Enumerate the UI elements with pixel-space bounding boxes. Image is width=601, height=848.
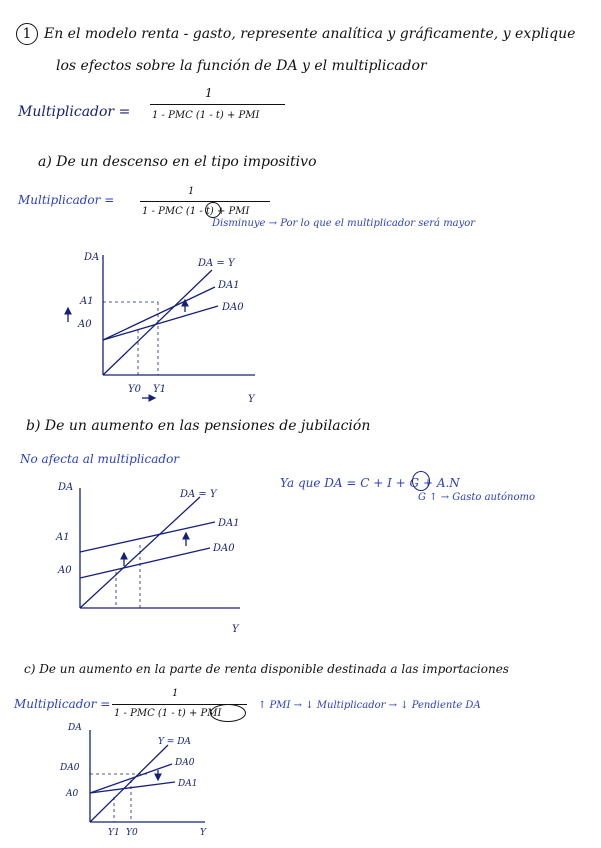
question-line-1: En el modelo renta - gasto, represente analítica y gráficamente, y explique xyxy=(44,26,576,42)
graph-a-label-da0: DA0 xyxy=(222,302,244,313)
graph-b-label-da0: DA0 xyxy=(213,543,235,554)
graph-a-tick-y0: Y0 xyxy=(128,384,141,395)
graph-c-tick-y1: Y1 xyxy=(108,828,120,838)
graph-b-y-label: DA xyxy=(58,482,74,493)
section-c-multiplier-label: Multiplicador = xyxy=(14,697,111,711)
multiplier-denominator: 1 - PMC (1 - t) + PMI xyxy=(152,110,260,121)
section-b-note: No afecta al multiplicador xyxy=(20,452,180,466)
section-a-numerator: 1 xyxy=(188,186,195,197)
graph-a xyxy=(68,255,255,398)
graph-a-line-da1 xyxy=(103,287,215,340)
section-a-denominator: 1 - PMC (1 - t) + PMI xyxy=(142,206,250,217)
graph-a-tick-a1: A1 xyxy=(80,296,94,307)
section-a-circle-mark xyxy=(205,202,221,218)
question-number: 1 xyxy=(22,26,32,42)
section-a-heading: a) De un descenso en el tipo impositivo xyxy=(38,154,317,170)
graph-c-line-45 xyxy=(90,745,168,822)
graph-a-label-da1: DA1 xyxy=(218,280,240,291)
graph-b-line-da0 xyxy=(80,548,210,578)
question-line-2: los efectos sobre la función de DA y el multiplicador xyxy=(56,58,427,74)
section-c-numerator: 1 xyxy=(172,688,179,699)
graph-a-line-45 xyxy=(103,270,212,375)
section-b-circle-mark xyxy=(412,471,430,491)
graph-c-line-da1 xyxy=(90,782,175,793)
graph-c-label-45: Y = DA xyxy=(158,737,191,747)
multiplier-numerator: 1 xyxy=(205,86,213,100)
multiplier-label: Multiplicador = xyxy=(18,104,131,120)
graph-a-x-label: Y xyxy=(248,394,255,405)
section-b-reason-2: G ↑ → Gasto autónomo xyxy=(418,492,535,503)
graph-c-tick-da0: DA0 xyxy=(60,763,80,773)
section-a-note: Disminuye → Por lo que el multiplicador será mayor xyxy=(212,218,476,229)
graph-c-tick-a0: A0 xyxy=(66,789,79,799)
graph-a-label-45: DA = Y xyxy=(198,258,235,269)
graph-c-label-da1: DA1 xyxy=(178,779,198,789)
graph-a-tick-y1: Y1 xyxy=(153,384,166,395)
graph-a-line-da0 xyxy=(103,306,218,340)
section-b-reason: Ya que DA = C + I + G + A.N xyxy=(280,476,460,490)
graph-b-label-da1: DA1 xyxy=(218,518,240,529)
graph-b-label-45: DA = Y xyxy=(180,489,217,500)
graph-b-tick-a0: A0 xyxy=(58,565,72,576)
graph-b-x-label: Y xyxy=(232,624,239,635)
graph-c-x-label: Y xyxy=(200,828,206,838)
graph-c-y-label: DA xyxy=(68,723,82,733)
graph-c-tick-y0: Y0 xyxy=(126,828,138,838)
section-b-heading: b) De un aumento en las pensiones de jubilación xyxy=(26,418,371,434)
section-a-multiplier-label: Multiplicador = xyxy=(18,193,115,207)
section-c-note: ↑ PMI → ↓ Multiplicador → ↓ Pendiente DA xyxy=(258,700,481,711)
section-c-heading: c) De un aumento en la parte de renta disponible destinada a las importaciones xyxy=(24,662,509,676)
section-c-denominator: 1 - PMC (1 - t) + PMI xyxy=(114,708,222,719)
graph-b-line-da1 xyxy=(80,522,215,552)
graph-b-tick-a1: A1 xyxy=(56,532,70,543)
graph-c-label-da0: DA0 xyxy=(175,758,195,768)
graph-a-y-label: DA xyxy=(84,252,100,263)
section-c-circle-mark xyxy=(210,704,246,722)
graph-a-tick-a0: A0 xyxy=(78,319,92,330)
